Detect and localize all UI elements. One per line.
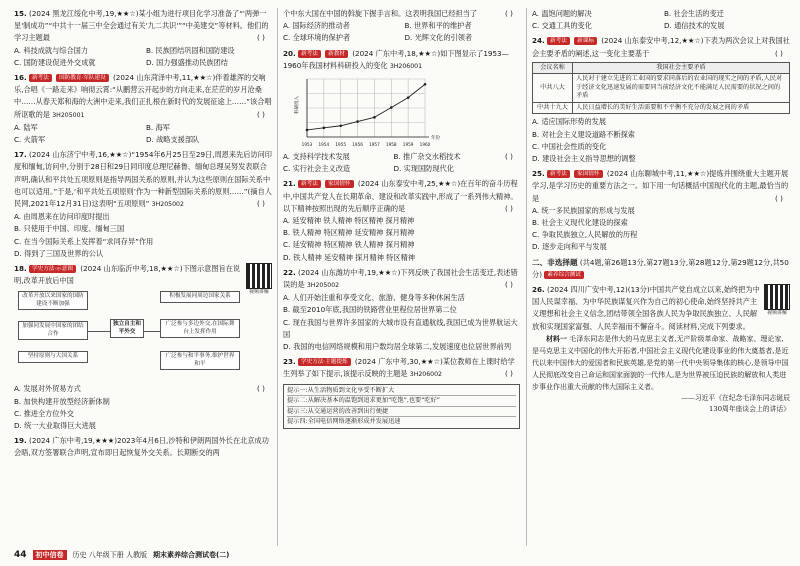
x-tick-label: 1957 xyxy=(369,142,380,148)
options xyxy=(14,45,272,69)
test-title: 期末素养综合测试卷(二) xyxy=(152,551,230,559)
diagram-box-left-3: 坚持原则与大国关系 xyxy=(18,351,88,363)
table-row xyxy=(533,74,790,103)
option-a[interactable]: A. 由周恩来在访问印度时提出 xyxy=(14,212,110,222)
options xyxy=(14,122,272,146)
qr-code-icon[interactable] xyxy=(764,284,790,310)
diagram-box-right-2: 广泛参与多边外交,在国际舞台上发挥作用 xyxy=(160,319,240,338)
page-footer xyxy=(14,550,229,560)
answer-paren[interactable]: ( ) xyxy=(505,369,513,379)
option-c[interactable]: C. 国防建设促进外交成就 xyxy=(14,57,96,67)
question-text: (2024 广东中考,19,★★★)2023年4月6日,沙特和伊朗两国外长在北京成功会晤,双方签署联合声明,宣布即日起恢复外交关系。长期断交的两 xyxy=(14,436,269,458)
foreign-policy-diagram xyxy=(14,289,272,381)
question-17 xyxy=(14,149,272,260)
options xyxy=(283,292,520,353)
option-d[interactable]: D. 建设社会主义指导思想的调整 xyxy=(532,153,636,163)
question-text: (2024 山东泰安中考,12,★★☆)下表为两次会议上对我国社会主要矛盾的阐述,这一变化主要基于 xyxy=(532,36,790,58)
option-d[interactable]: D. 逐步走向和平与发展 xyxy=(532,242,607,252)
answer-paren[interactable]: ( ) xyxy=(505,9,513,18)
option-c[interactable]: C. 交通工具的变化 xyxy=(532,21,592,31)
option-d[interactable]: D. 通信技术的发展 xyxy=(664,21,725,31)
answer-paren[interactable]: ( ) xyxy=(775,193,783,203)
option-b[interactable]: B. 铁人精神 特区精神 延安精神 探月精神 xyxy=(283,228,415,238)
x-tick-label: 1956 xyxy=(352,142,363,148)
x-tick-label: 1954 xyxy=(318,142,330,148)
section-two-header xyxy=(532,257,790,281)
question-number: 20. xyxy=(283,48,296,58)
answer-paren[interactable]: ( ) xyxy=(775,48,783,58)
option-b[interactable]: B. 只使用于中国、印度、缅甸三国 xyxy=(14,224,125,234)
option-b[interactable]: B. 截至2010年底,我国的铁路营业里程位居世界第二位 xyxy=(283,305,457,315)
question-code: 3H205001 xyxy=(52,111,85,119)
new-exam-tag: 新考法 xyxy=(298,180,321,188)
question-number: 19. xyxy=(14,436,27,446)
question-15 xyxy=(14,8,272,69)
material-label: 材料一 xyxy=(546,333,567,343)
hint-1: 提示一:从生活物质到文化享受不断扩大 xyxy=(287,386,516,397)
question-18 xyxy=(14,263,272,432)
answer-paren[interactable]: ( ) xyxy=(257,33,265,43)
options xyxy=(283,151,498,175)
question-number: 15. xyxy=(14,9,27,18)
question-23-options xyxy=(532,8,790,32)
topic-tag: 新课标 xyxy=(574,37,597,45)
data-point xyxy=(407,96,410,99)
option-b[interactable]: B. 加快构建开放型经济新体制 xyxy=(14,396,110,406)
option-a[interactable]: A. 适应国际形势的发展 xyxy=(532,117,607,127)
option-c[interactable]: C. 推进全方位外交 xyxy=(14,408,74,418)
option-d[interactable]: D. 国力强盛推动民族团结 xyxy=(146,57,228,67)
question-number: 17. xyxy=(14,150,27,160)
question-code: 3H205002 xyxy=(151,201,184,209)
option-b[interactable]: B. 推广杂交水稻技术 xyxy=(393,152,461,162)
options xyxy=(283,215,520,264)
question-code: 3H205002 xyxy=(306,282,340,290)
option-c[interactable]: C. 在当今国际关系上发挥着“求同存异”作用 xyxy=(14,236,154,246)
new-exam-tag: 新考法 xyxy=(29,74,52,82)
qr-label: 视频讲解 xyxy=(248,289,269,296)
question-23 xyxy=(283,356,520,428)
question-number: 21. xyxy=(283,179,296,189)
answer-paren[interactable]: ( ) xyxy=(505,203,513,213)
option-a[interactable]: A. 统一多民族国家的形成与发展 xyxy=(532,205,635,215)
option-c[interactable]: C. 争取民族独立,人民解放的历程 xyxy=(532,230,638,240)
question-text: (2024 广东中考,18,★★☆)如下图显示了1953—1960年我国材料科研投入的变化 xyxy=(283,48,509,70)
question-24 xyxy=(532,35,790,165)
x-tick-label: 1955 xyxy=(335,142,347,148)
option-d[interactable]: D. 统一大业取得巨大进展 xyxy=(14,421,96,431)
question-19 xyxy=(14,435,272,459)
question-text: (2024 黑龙江绥化中考,19,★★☆)某小组为进行项目化学习准备了“'两弹一星'制成功”“中共十一届三中全会通过有关'九二共识'”“中美建交”等材料。他们的学习主题最 xyxy=(14,9,269,43)
diagram-center-box: 独立自主和平外交 xyxy=(110,319,144,338)
option-c[interactable]: C. 延安精神 特区精神 铁人精神 探月精神 xyxy=(283,240,415,250)
page-number: 44 xyxy=(14,550,27,560)
table-header-cell: 会议名称 xyxy=(533,62,573,74)
option-a[interactable]: A. 支持科学技术发展 xyxy=(283,152,350,162)
diagram-connector xyxy=(144,331,160,332)
diagram-box-right-1: 积极发展同周边国家关系 xyxy=(160,291,240,303)
data-point xyxy=(390,106,393,109)
hint-3: 提示三:从交通运营的改善到出行便捷 xyxy=(287,407,516,418)
data-point xyxy=(339,124,342,127)
option-b[interactable]: B. 民族团结巩固和国防建设 xyxy=(146,45,235,55)
question-code: 3H206001 xyxy=(389,62,423,70)
research-investment-chart xyxy=(293,75,440,149)
data-point xyxy=(424,83,427,86)
x-tick-label: 1953 xyxy=(301,142,313,148)
question-25 xyxy=(532,168,790,253)
hint-2: 提示二:从解决基本的温饱到追求更加“吃饱”,也要“吃好” xyxy=(287,396,516,407)
qr-label: 视频讲解 xyxy=(766,309,787,316)
option-c[interactable]: C. 现在我国与世界许多国家的大城市设有直通航线,我国已成为世界航运大国 xyxy=(283,317,518,339)
options xyxy=(532,116,790,165)
subject-label: 历史 八年级下册 人教版 xyxy=(72,551,147,559)
question-text: (2024 山东临沂中考,18,★★☆)下图示意图旨在说明,改革开放后中国 xyxy=(14,264,241,286)
diagram-connector xyxy=(88,331,110,332)
question-text: (2024 四川广安中考,12)(13分)中国共产党自成立以来,始终把为中国人民谋幸福、为中华民族谋复兴作为自己的初心使命,始终坚持共产主义理想和社会主义信念,团结带领全国各族人民为争取民族独立、人民解放和实现国家富强、人民幸福而不懈奋斗。阅读材料,完成下列要求。 xyxy=(532,284,760,331)
qr-code-icon[interactable] xyxy=(246,263,272,289)
data-point xyxy=(323,127,326,130)
qr-code-block[interactable] xyxy=(764,284,790,317)
options xyxy=(14,211,272,260)
topic-tag: 家国情怀 xyxy=(325,180,353,188)
option-b[interactable]: B. 世界和平的维护者 xyxy=(404,21,472,31)
option-d[interactable]: D. 铁人精神 延安精神 探月精神 特区精神 xyxy=(283,252,415,262)
material-one xyxy=(532,333,790,393)
option-c[interactable]: C. 实行社会主义改造 xyxy=(283,164,351,174)
option-d[interactable]: D. 光辉文化的引领者 xyxy=(404,33,473,43)
x-tick-label: 1960 xyxy=(419,142,431,148)
question-number: 22. xyxy=(283,267,296,277)
option-a[interactable]: A. 国际经济的推动者 xyxy=(283,21,350,31)
material-text: 毛泽东同志是伟大的马克思主义者,无产阶级革命家、战略家、理论家,是马克思主义中国化的伟大开拓者,中国社会主义现代化建设事业的伟大奠基者,是近代以来中国伟大的爱国者和民族英雄,是党的第一代中央领导集体的核心,是领导中国人民彻底改变自己命运和国家面貌的一代伟人,是为世界被压迫民族的解放和人类进步事业作出重大贡献的伟大国际主义者。 xyxy=(532,334,789,391)
option-c[interactable]: C. 火箭军 xyxy=(14,135,46,145)
question-text: (2024 山东潍坊中考,19,★★☆)下列反映了我国社会生活变迁,表述错误的是 xyxy=(283,267,518,290)
line-chart xyxy=(293,75,443,149)
option-d[interactable]: D. 我国的电信网络规模和用户数均居全球第二,发展速度也位居世界前列 xyxy=(283,342,512,352)
section-tag: 素养综合测试 xyxy=(544,271,584,279)
data-point xyxy=(356,120,359,123)
topic-tag: 新教材 xyxy=(325,50,348,58)
method-tag: 学史方法·示意图 xyxy=(29,265,76,273)
question-code: 3H206002 xyxy=(409,371,442,379)
table-cell: 人民日益增长的美好生活需要和不平衡不充分的发展之间的矛盾 xyxy=(573,102,790,114)
x-tick-label: 1959 xyxy=(402,142,414,148)
table-header-row xyxy=(533,62,790,74)
option-d[interactable]: D. 战略支援部队 xyxy=(146,135,200,145)
question-19-continued xyxy=(283,8,520,45)
data-point xyxy=(306,129,309,132)
diagram-box-left-2: 加强同发展中国家的团结合作 xyxy=(18,321,88,340)
table-cell: 中共十九大 xyxy=(533,102,573,114)
option-a[interactable]: A. 人们开始注重和享受文化、旅游、健身等多种休闲生活 xyxy=(283,293,465,303)
data-point xyxy=(373,116,376,119)
question-number: 23. xyxy=(283,357,296,367)
question-26 xyxy=(532,284,790,415)
table-header-cell: 我国社会主要矛盾 xyxy=(573,62,790,74)
material-source xyxy=(532,393,790,415)
question-21 xyxy=(283,178,520,263)
x-axis-label: 年份 xyxy=(431,136,440,142)
option-a[interactable]: A. 陆军 xyxy=(14,122,38,132)
section-description: (共4题,第26题13分,第27题13分,第28题12分,第29题12分,共50分) xyxy=(532,257,789,279)
new-exam-tag: 新考法 xyxy=(298,50,321,58)
question-text: (2024 山东泰安中考,25,★★☆)在百年的奋斗历程中,中国共产党人在长期革命、建设和改革实践中,形成了一系列伟大精神。以下精神按照出现的先后顺序正确的是 xyxy=(283,179,518,213)
diagram-box-right-3: 广泛参与和平事务,维护世界和平 xyxy=(160,351,240,370)
options xyxy=(532,8,790,32)
source-line-2: 130周年座谈会上的讲话》 xyxy=(709,404,790,413)
option-c[interactable]: C. 中国社会性质的变化 xyxy=(532,141,607,151)
answer-paren[interactable]: ( ) xyxy=(257,109,265,119)
column-divider-left xyxy=(277,8,278,546)
table-cell: 人民对于建立先进的工业国的要求同落后的农业国的现实之间的矛盾,人民对于经济文化迅速发展的需要同当前经济文化不能满足人民需要的状况之间的矛盾 xyxy=(573,74,790,103)
option-a[interactable]: A. 温饱问题的解决 xyxy=(532,9,592,18)
question-16 xyxy=(14,72,272,146)
column-divider-right xyxy=(526,8,527,546)
hints-box xyxy=(283,384,520,429)
options xyxy=(283,20,520,44)
section-title: 二、非选择题 xyxy=(532,257,578,267)
question-text: (2024 山东菏泽中考,11,★★☆)伴着雄浑的交响乐,合唱《一路走来》响彻云霄:“从鹏营云开起步的方向走来,在茫茫的岁月沧桑中……从春天郑和海的大洲中走来,我们正扎根在新时代的发展征途上……”该合唱所讴歌的是 xyxy=(14,73,272,119)
question-number: 16. xyxy=(14,73,27,83)
answer-paren[interactable]: ( ) xyxy=(505,280,513,290)
table-cell: 中共八大 xyxy=(533,74,573,103)
topic-tag: 国防教育·军队建设 xyxy=(56,74,109,82)
options xyxy=(532,205,790,254)
diagram-box-left-1: 改革开放以来国家的国防建设不断加强 xyxy=(18,291,88,310)
middle-column xyxy=(283,8,520,432)
x-tick-label: 1958 xyxy=(385,142,397,148)
option-b[interactable]: B. 社会主义现代化建设的探索 xyxy=(532,217,628,227)
answer-paren[interactable]: ( ) xyxy=(257,199,265,209)
options xyxy=(14,383,272,432)
topic-tag: 家国情怀 xyxy=(574,170,602,178)
hint-4: 提示四:全国电信网络逐渐形成并发展迅速 xyxy=(287,418,401,426)
y-axis-label: 科研投入 xyxy=(295,96,300,115)
question-22 xyxy=(283,267,520,353)
new-exam-tag: 新考法 xyxy=(547,37,570,45)
option-b[interactable]: B. 对社会主义建设道路不断探索 xyxy=(532,129,635,139)
option-a[interactable]: A. 延安精神 铁人精神 特区精神 探月精神 xyxy=(283,216,415,226)
brand-label: 初中信卷 xyxy=(33,550,67,560)
question-text: (2024 山东聊城中考,11,★★☆)提炼并围绕重大主题开展学习,是学习历史的重要方法之一。如下用一句话概括中国现代化的主题,最恰当的是 xyxy=(532,169,789,203)
option-d[interactable]: D. 得到了三国及世界的公认 xyxy=(14,248,104,258)
right-column xyxy=(532,8,790,418)
option-a[interactable]: A. 科技成就与综合国力 xyxy=(14,45,89,55)
contradiction-table xyxy=(532,62,790,115)
question-number: 26. xyxy=(532,284,545,294)
table-row xyxy=(533,102,790,114)
question-number: 25. xyxy=(532,169,545,179)
series-line xyxy=(307,84,425,130)
method-tag: 学史方法·主题提炼 xyxy=(298,358,351,366)
answer-paren[interactable]: ( ) xyxy=(257,384,265,394)
option-d[interactable]: D. 实现国防现代化 xyxy=(393,164,454,174)
left-column xyxy=(14,8,272,463)
question-text: (2024 广东中考,30,★★☆)某位教师在上课时给学生列举了如下提示,该提示反映的主题是 xyxy=(283,357,515,379)
source-line-1: ——习近平《在纪念毛泽东同志诞辰 xyxy=(681,393,790,402)
option-b[interactable]: B. 社会生活的变迁 xyxy=(664,9,724,18)
question-20 xyxy=(283,48,520,176)
option-b[interactable]: B. 海军 xyxy=(146,122,170,132)
question-text: 个中东大国在中国的斡旋下握手言和。这表明我国已经担当了 xyxy=(283,9,478,18)
question-number: 24. xyxy=(532,36,545,46)
question-number: 18. xyxy=(14,264,27,274)
question-text: (2024 山东济宁中考,16,★★☆)“1954年6月25日至29日,周恩来先后访问印度和缅甸,访问中,分别于28日和29日同印度总理尼赫鲁、缅甸总理吴努发表联合声明,确认和平共处五项原则是指导两国关系的原则,并认为这些原则在国际关系中也可以适用。”于是,‘和平共处五项原则’作为一种新型国际关系的原则……”(摘自人民网,2021年12月31日)这表明“五项原则” xyxy=(14,150,272,209)
option-a[interactable]: A. 发展对外贸易方式 xyxy=(14,384,81,394)
option-c[interactable]: C. 全球环境的保护者 xyxy=(283,33,351,43)
answer-paren[interactable]: ( ) xyxy=(505,152,513,162)
new-exam-tag: 新考法 xyxy=(547,170,570,178)
